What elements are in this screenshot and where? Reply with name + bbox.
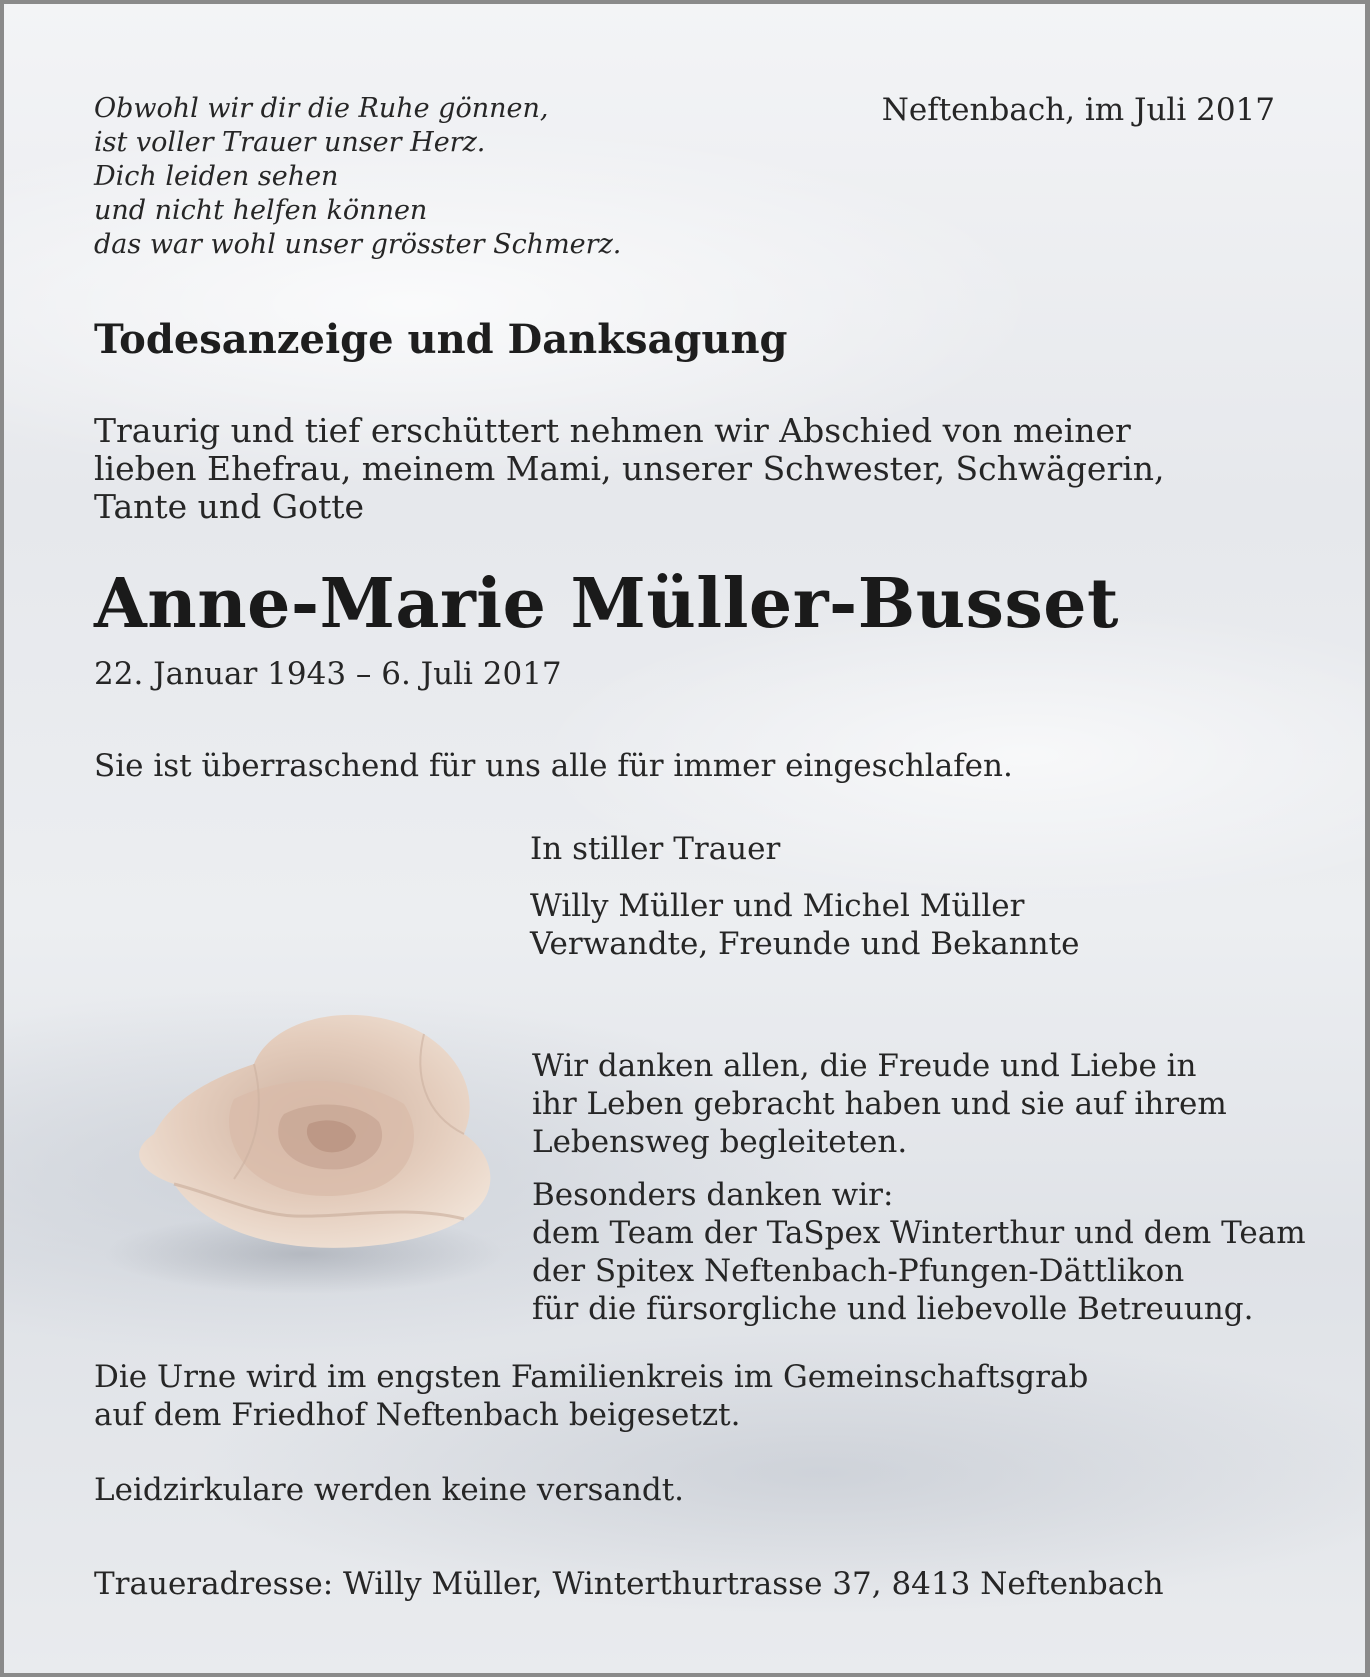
poem [94,92,621,262]
poem-line: ist voller Trauer unser Herz. [94,127,486,158]
poem-line: und nicht helfen können [94,195,428,226]
passing-text: Sie ist überraschend für uns alle für immer eingeschlafen. [94,748,1013,784]
obituary-card [4,4,1365,1673]
deceased-name: Anne-Marie Müller-Busset [94,564,1119,644]
mourning-address: Traueradresse: Willy Müller, Winterthurtrasse 37, 8413 Neftenbach [94,1566,1164,1602]
burial-info [94,1358,1088,1434]
special-thanks [532,1176,1306,1328]
special-thanks-line: dem Team der TaSpex Winterthur und dem Team [532,1215,1306,1251]
thanks-line: Wir danken allen, die Freude und Liebe in [532,1048,1197,1084]
special-thanks-line: Besonders danken wir: [532,1177,894,1213]
poem-line: Obwohl wir dir die Ruhe gönnen, [94,93,549,124]
intro-line: Traurig und tief erschüttert nehmen wir Abschied von meiner [94,411,1131,450]
thanks-line: ihr Leben gebracht haben und sie auf ihrem [532,1086,1227,1122]
place-date: Neftenbach, im Juli 2017 [881,92,1275,128]
special-thanks-line: für die fürsorgliche und liebevolle Betreuung. [532,1291,1254,1327]
mourner-line: Willy Müller und Michel Müller [530,888,1025,924]
intro-line: lieben Ehefrau, meinem Mami, unserer Schwester, Schwägerin, [94,449,1165,488]
circulars-note: Leidzirkulare werden keine versandt. [94,1472,685,1508]
mourners-list [530,887,1079,963]
life-dates: 22. Januar 1943 – 6. Juli 2017 [94,656,562,692]
thanks-text [532,1047,1227,1161]
poem-line: das war wohl unser grösster Schmerz. [94,229,622,260]
mourner-line: Verwandte, Freunde und Bekannte [530,926,1080,962]
rose-icon [84,1004,514,1294]
burial-line: Die Urne wird im engsten Familienkreis im Gemeinschaftsgrab [94,1359,1089,1395]
page-title: Todesanzeige und Danksagung [94,316,788,363]
burial-line: auf dem Friedhof Neftenbach beigesetzt. [94,1397,741,1433]
intro-text [94,412,1165,526]
intro-line: Tante und Gotte [94,487,365,526]
special-thanks-line: der Spitex Neftenbach-Pfungen-Dättlikon [532,1253,1185,1289]
mourning-label: In stiller Trauer [530,831,781,867]
poem-line: Dich leiden sehen [94,161,339,192]
thanks-line: Lebensweg begleiteten. [532,1124,908,1160]
